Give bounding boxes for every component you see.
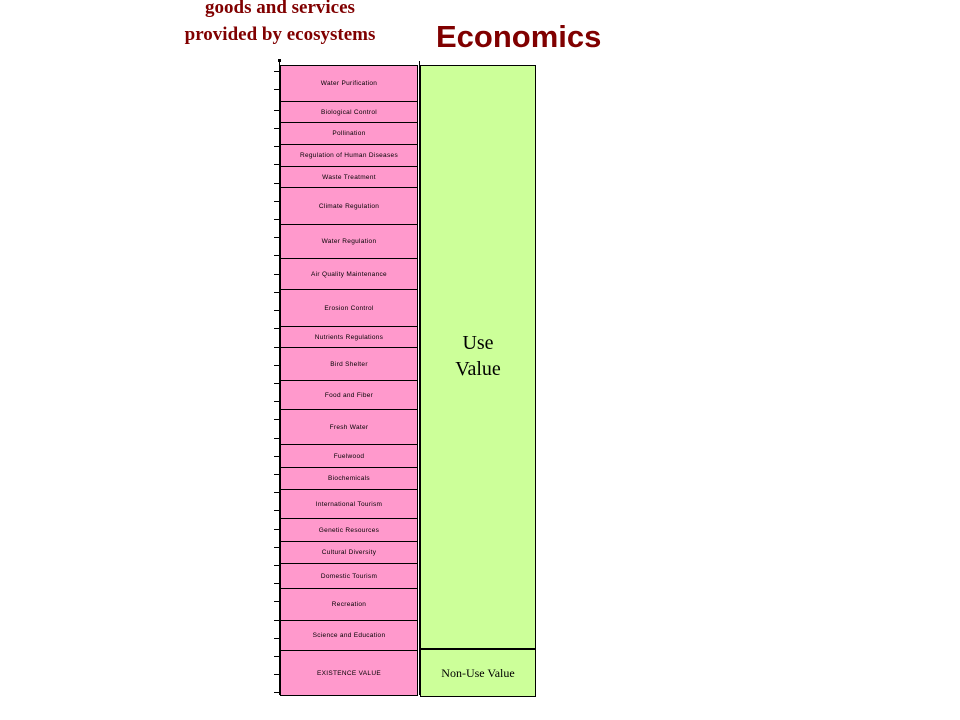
axis-tick — [274, 510, 279, 511]
axis-tick — [274, 71, 279, 72]
axis-tick — [274, 565, 279, 566]
axis-tick — [274, 237, 279, 238]
service-box: Bird Shelter — [280, 347, 418, 381]
axis-tick — [274, 529, 279, 530]
axis-tick — [274, 183, 279, 184]
axis-tick — [274, 401, 279, 402]
service-box: Cultural Diversity — [280, 541, 418, 564]
non-use-value-box: Non-Use Value — [420, 649, 536, 697]
use-value-box — [420, 65, 536, 649]
diagram-header-subtitle — [150, 0, 410, 48]
axis-tick — [274, 164, 279, 165]
service-box: Science and Education — [280, 620, 418, 651]
service-box: Regulation of Human Diseases — [280, 144, 418, 167]
axis-tick — [274, 219, 279, 220]
axis-tick — [274, 547, 279, 548]
axis-tick — [274, 492, 279, 493]
axis-tick — [274, 674, 279, 675]
service-box: Biochemicals — [280, 467, 418, 490]
axis-tick — [274, 692, 279, 693]
use-value-label-line-2: Value — [455, 358, 501, 380]
axis-tick — [274, 201, 279, 202]
axis-top-tick — [278, 59, 281, 62]
subtitle-line-2: provided by ecosystems — [184, 24, 376, 45]
axis-tick — [274, 456, 279, 457]
axis-tick — [274, 438, 279, 439]
service-box: Biological Control — [280, 101, 418, 123]
service-box: Air Quality Maintenance — [280, 258, 418, 290]
axis-tick — [274, 583, 279, 584]
subtitle-line-1: goods and services — [205, 0, 355, 18]
axis-tick — [274, 601, 279, 602]
use-value-label-line-1: Use — [462, 332, 494, 354]
axis-tick — [274, 255, 279, 256]
axis-tick — [274, 146, 279, 147]
service-box: Food and Fiber — [280, 380, 418, 410]
axis-tick — [274, 383, 279, 384]
services-column — [280, 65, 419, 695]
service-box: Water Regulation — [280, 224, 418, 259]
axis-tick — [274, 328, 279, 329]
axis-tick — [274, 128, 279, 129]
use-value-label — [421, 330, 535, 382]
axis-tick — [274, 620, 279, 621]
axis-tick — [274, 419, 279, 420]
service-box: Climate Regulation — [280, 187, 418, 225]
service-box: Pollination — [280, 122, 418, 145]
service-box: Waste Treatment — [280, 166, 418, 188]
diagram-title: Economics — [436, 19, 602, 54]
service-box: Fuelwood — [280, 444, 418, 468]
service-box: Nutrients Regulations — [280, 326, 418, 348]
axis-tick — [274, 310, 279, 311]
service-box: Genetic Resources — [280, 518, 418, 542]
axis-tick — [274, 638, 279, 639]
service-box: Domestic Tourism — [280, 563, 418, 589]
service-box: Water Purification — [280, 65, 418, 102]
service-box: Erosion Control — [280, 289, 418, 327]
axis-tick — [274, 656, 279, 657]
axis-tick — [274, 274, 279, 275]
axis-tick — [274, 347, 279, 348]
axis-tick — [274, 89, 279, 90]
axis-tick — [274, 110, 279, 111]
service-box: Fresh Water — [280, 409, 418, 445]
service-box: Recreation — [280, 588, 418, 621]
axis-tick — [274, 365, 279, 366]
service-box: International Tourism — [280, 489, 418, 519]
service-box: EXISTENCE VALUE — [280, 650, 418, 696]
axis-tick — [274, 474, 279, 475]
axis-tick — [274, 292, 279, 293]
